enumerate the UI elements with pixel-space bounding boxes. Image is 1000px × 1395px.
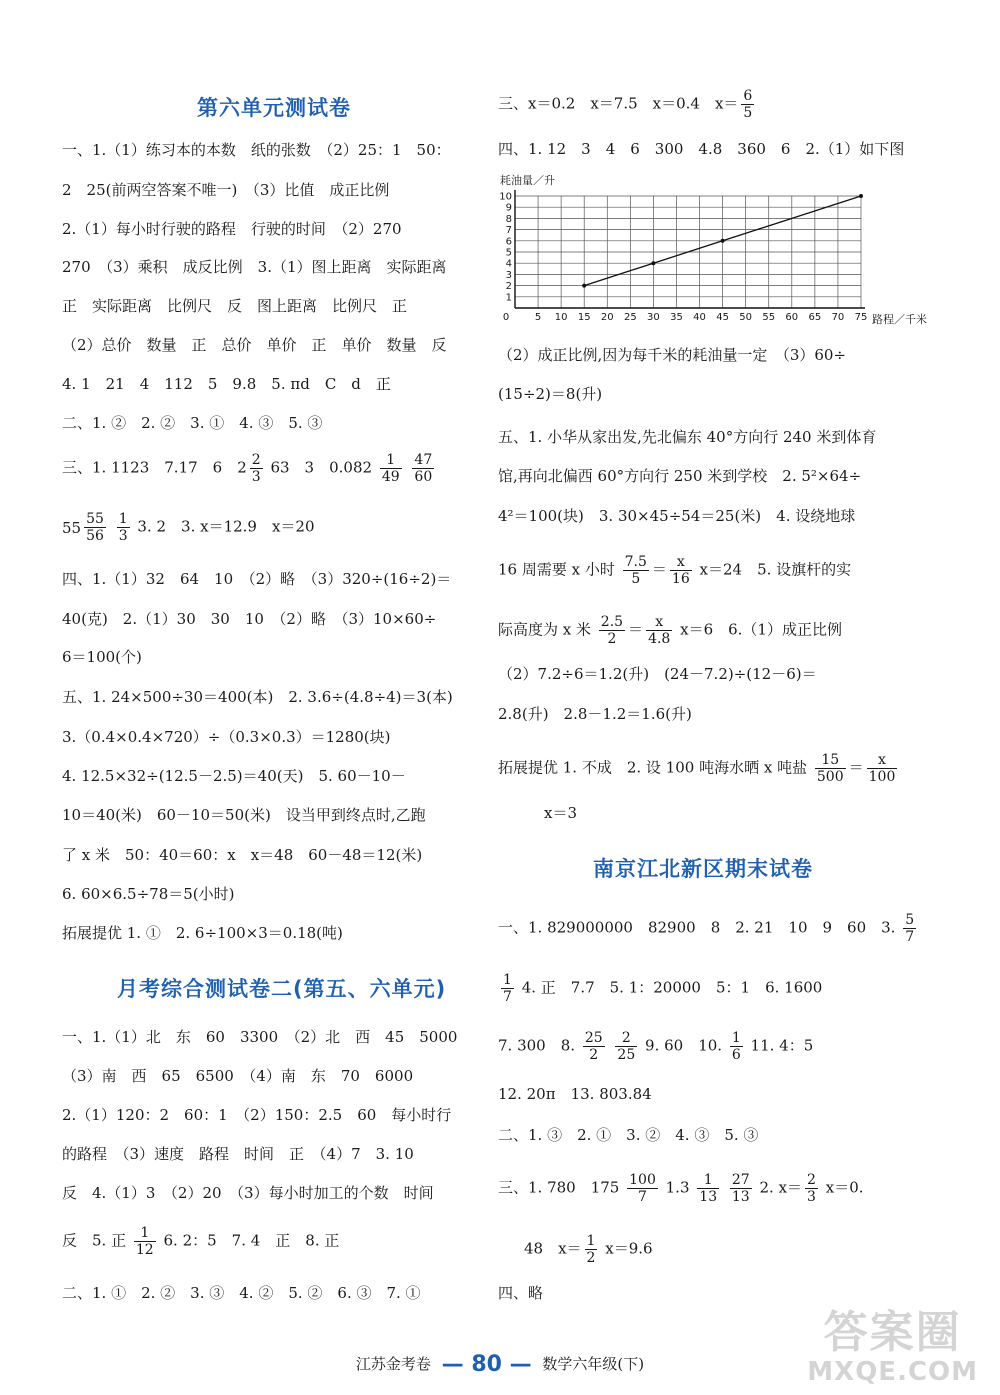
data-point xyxy=(721,239,725,243)
answer-line: 二、1. ② 2. ② 3. ① 4. ③ 5. ③ xyxy=(62,414,323,432)
watermark-logo xyxy=(807,1309,978,1387)
answer-line: 16 周需要 x 小时 $\frac{7.5}{5}$ ＝ $\frac{x}{16}$ x＝24 5. 设旗杆的实 xyxy=(498,554,852,587)
x-tick-labels xyxy=(503,312,868,323)
answer-text: 三、1. 1123 7.17 6 2 xyxy=(62,458,247,477)
data-point xyxy=(651,261,655,265)
answer-line: 3.（0.4×0.4×720）÷（0.3×0.3）＝1280(块) xyxy=(62,728,391,746)
fraction: $\frac{x}{4.8}$ xyxy=(648,614,671,647)
fraction: $\frac{25}{2}$ xyxy=(584,1030,603,1063)
answer-line xyxy=(498,88,757,121)
fraction: $\frac{27}{13}$ xyxy=(731,1172,750,1205)
answer-line: 二、1. ① 2. ② 3. ③ 4. ② 5. ② 6. ③ 7. ① xyxy=(62,1284,421,1302)
answer-line xyxy=(524,1233,653,1266)
x-tick-label: 25 xyxy=(623,312,637,323)
data-point xyxy=(582,284,586,288)
x-axis-label: 路程／千米 xyxy=(872,313,927,326)
answer-line: 2.（1）每小时行驶的路程 行驶的时间 （2）270 xyxy=(62,220,402,238)
x-tick-label: 75 xyxy=(854,312,868,323)
answer-line xyxy=(498,1172,864,1205)
page-number: — 80 — xyxy=(441,1352,532,1377)
y-tick-label: 4 xyxy=(505,258,512,270)
answer-text: x＝6 6.（1）成正比例 xyxy=(680,620,842,639)
answer-line xyxy=(498,972,822,1005)
section-title-monthly: 月考综合测试卷二(第五、六单元) xyxy=(117,977,447,1001)
answer-line xyxy=(498,912,919,945)
fraction: $\frac{15}{500}$ xyxy=(816,752,844,785)
fraction: $\frac{100}{7}$ xyxy=(629,1172,656,1205)
y-tick-label: 7 xyxy=(505,225,512,237)
data-point xyxy=(859,194,863,198)
answer-text: 拓展提优 1. 不成 2. 设 100 吨海水晒 x 吨盐 xyxy=(498,758,808,777)
answer-line: 4. 1 21 4 112 5 9.8 5. πd C d 正 xyxy=(62,375,391,393)
answer-line: 2.8(升) 2.8－1.2＝1.6(升) xyxy=(498,705,692,723)
answer-line: 6＝100(个) xyxy=(62,648,142,666)
answer-line xyxy=(498,1030,813,1063)
footer-subject: 数学六年级(下) xyxy=(542,1355,645,1373)
answer-text: x＝24 5. 设旗杆的实 xyxy=(699,560,852,579)
answer-line xyxy=(62,452,437,485)
answer-line: 一、1.（1）北 东 60 3300 （2）北 西 45 5000 xyxy=(62,1028,458,1046)
answer-text: 3. 2 3. x＝12.9 x＝20 xyxy=(137,517,315,536)
x-tick-label: 40 xyxy=(693,312,706,323)
chart-axes xyxy=(515,190,865,308)
footer-book-title: 江苏金考卷 xyxy=(355,1355,431,1373)
answer-line xyxy=(62,1225,339,1258)
fuel-distance-chart xyxy=(498,168,928,330)
answer-line: （2）7.2÷6＝1.2(升) (24－7.2)÷(12－6)＝ xyxy=(498,665,817,683)
y-tick-label: 5 xyxy=(505,247,512,259)
answer-line xyxy=(62,511,315,544)
x-tick-label: 65 xyxy=(808,312,822,323)
fraction: $\frac{7.5}{5}$ xyxy=(624,554,647,587)
watermark-domain: MXQE.COM xyxy=(807,1357,978,1387)
answer-line: 10＝40(米) 60－10＝50(米) 设当甲到终点时,乙跑 xyxy=(62,806,426,824)
answer-text: 反 5. 正 xyxy=(62,1231,127,1250)
answer-line: 6. 60×6.5÷78＝5(小时) xyxy=(62,885,235,903)
fraction: $\frac{1}{2}$ xyxy=(586,1233,596,1266)
fraction: $\frac{1}{13}$ xyxy=(699,1172,718,1205)
answer-line: 270 （3）乘积 成反比例 3.（1）图上距离 实际距离 xyxy=(62,258,447,276)
answer-line: 五、1. 24×500÷30＝400(本) 2. 3.6÷(4.8÷4)＝3(本) xyxy=(62,688,453,706)
answer-line: 了 x 米 50：40＝60：x x＝48 60－48＝12(米) xyxy=(62,846,423,864)
answer-text: 三、1. 780 175 xyxy=(498,1178,620,1197)
section-title-final-exam: 南京江北新区期末试卷 xyxy=(593,857,813,881)
x-tick-label: 55 xyxy=(762,312,776,323)
answer-line: 一、1.（1）练习本的本数 纸的张数 （2）25：1 50： xyxy=(62,141,451,159)
x-tick-label: 30 xyxy=(647,312,660,323)
x-tick-label: 60 xyxy=(785,312,799,323)
answer-text: 6. 2：5 7. 4 正 8. 正 xyxy=(163,1231,340,1250)
y-tick-label: 8 xyxy=(505,213,512,225)
fraction: $\frac{1}{6}$ xyxy=(731,1030,741,1063)
answer-text: 11. 4：5 xyxy=(750,1036,814,1055)
answer-line: （2）总价 数量 正 总价 单价 正 单价 数量 反 xyxy=(62,336,447,354)
answer-line: 正 实际距离 比例尺 反 图上距离 比例尺 正 xyxy=(62,297,408,315)
answer-text: 2. x＝ xyxy=(759,1178,803,1197)
mixed-number: 55 xyxy=(62,518,82,537)
answer-line: 拓展提优 1. ① 2. 6÷100×3＝0.18(吨) xyxy=(62,924,343,942)
fraction: $\frac{55}{56}$ xyxy=(86,511,104,544)
answer-line: 的路程 （3）速度 路程 时间 正 （4）7 3. 10 xyxy=(62,1145,414,1163)
fraction: $\frac{6}{5}$ xyxy=(743,88,753,121)
answer-line: (15÷2)＝8(升) xyxy=(498,385,603,403)
fraction: $\frac{x}{16}$ xyxy=(671,554,690,587)
answer-line: 拓展提优 1. 不成 2. 设 100 吨海水晒 x 吨盐 $\frac{15}{500}$ ＝ $\frac{x}{100}$ xyxy=(498,752,896,785)
answer-line: 40(克) 2.（1）30 30 10 （2）略 （3）10×60÷ xyxy=(62,610,437,628)
fraction: $\frac{2}{3}$ xyxy=(807,1172,816,1205)
answer-line: 二、1. ③ 2. ① 3. ② 4. ③ 5. ③ xyxy=(498,1126,759,1144)
answer-line: 4. 12.5×32÷(12.5－2.5)＝40(天) 5. 60－10－ xyxy=(62,767,406,785)
answer-line: 四、1.（1）32 64 10 （2）略 （3）320÷(16÷2)＝ xyxy=(62,570,452,588)
answer-text: 三、x＝0.2 x＝7.5 x＝0.4 x＝ xyxy=(498,94,739,113)
fraction: $\frac{2.5}{2}$ xyxy=(600,614,624,647)
answer-text: 7. 300 8. xyxy=(498,1036,576,1055)
answer-text: 4. 正 7.7 5. 1：20000 5：1 6. 1600 xyxy=(521,978,823,997)
y-tick-label: 9 xyxy=(505,202,512,214)
fraction: $\frac{x}{100}$ xyxy=(868,752,896,785)
section-title-unit6: 第六单元测试卷 xyxy=(197,96,351,120)
answer-line: 五、1. 小华从家出发,先北偏东 40°方向行 240 米到体育 xyxy=(498,428,877,446)
y-tick-label: 6 xyxy=(505,236,512,248)
y-tick-label: 3 xyxy=(505,269,512,281)
answer-text: x＝9.6 xyxy=(605,1239,653,1258)
fraction: $\frac{2}{25}$ xyxy=(617,1030,636,1063)
fraction: $\frac{1}{7}$ xyxy=(503,972,512,1005)
fraction: $\frac{1}{3}$ xyxy=(118,511,128,544)
x-tick-label: 0 xyxy=(502,312,510,323)
answer-text: 一、1. 829000000 82900 8 2. 21 10 9 60 3. xyxy=(498,918,896,937)
answer-text: 际高度为 x 米 xyxy=(498,620,591,639)
x-tick-label: 15 xyxy=(577,312,591,323)
y-tick-label: 10 xyxy=(499,191,512,203)
answer-line: 际高度为 x 米 $\frac{2.5}{2}$ ＝ $\frac{x}{4.8}$ x＝6 6.（1）成正比例 xyxy=(498,614,842,647)
answer-line: 反 4.（1）3 （2）20 （3）每小时加工的个数 时间 xyxy=(62,1184,434,1202)
x-tick-label: 70 xyxy=(831,312,845,323)
fraction: $\frac{47}{60}$ xyxy=(414,452,433,485)
answer-line: 12. 20π 13. 803.84 xyxy=(498,1085,652,1103)
y-tick-label: 1 xyxy=(505,292,512,304)
x-tick-label: 45 xyxy=(716,312,729,323)
fraction: $\frac{5}{7}$ xyxy=(905,912,915,945)
fraction: $\frac{1}{12}$ xyxy=(135,1225,154,1258)
answer-line: 四、1. 12 3 4 6 300 4.8 360 6 2.（1）如下图 xyxy=(498,140,905,158)
y-tick-label: 2 xyxy=(505,281,512,293)
answer-line: （3）南 西 65 6500 （4）南 东 70 6000 xyxy=(62,1067,414,1085)
answer-text: 63 3 0.082 xyxy=(270,458,373,477)
answer-text: 16 周需要 x 小时 xyxy=(498,560,615,579)
x-tick-label: 20 xyxy=(600,312,614,323)
fraction: $\frac{1}{49}$ xyxy=(381,452,400,485)
answer-line: 2.（1）120：2 60：1 （2）150：2.5 60 每小时行 xyxy=(62,1106,452,1124)
answer-line: （2）成正比例,因为每千米的耗油量一定 （3）60÷ xyxy=(498,346,847,364)
answer-text: x＝0. xyxy=(825,1178,864,1197)
x-tick-label: 50 xyxy=(739,312,753,323)
y-axis-label: 耗油量／升 xyxy=(500,174,555,187)
x-tick-label: 5 xyxy=(534,312,542,323)
answer-line: 2 25(前两空答案不唯一) （3）比值 成正比例 xyxy=(62,181,390,199)
x-tick-label: 10 xyxy=(554,312,568,323)
answer-text: 9. 60 10. xyxy=(645,1036,723,1055)
watermark-text: 答案圈 xyxy=(823,1307,962,1358)
y-tick-labels xyxy=(499,192,512,304)
fraction: $\frac{2}{3}$ xyxy=(251,452,261,485)
x-tick-label: 35 xyxy=(670,312,683,323)
answer-text: 1.3 xyxy=(665,1178,690,1197)
answer-line: 四、略 xyxy=(498,1284,544,1302)
answer-line: x＝3 xyxy=(544,804,578,822)
answer-line: 4²＝100(块) 3. 30×45÷54＝25(米) 4. 设绕地球 xyxy=(498,507,856,525)
answer-line: 馆,再向北偏西 60°方向行 250 米到学校 2. 5²×64÷ xyxy=(498,467,862,485)
answer-text: 48 x＝ xyxy=(524,1239,582,1258)
